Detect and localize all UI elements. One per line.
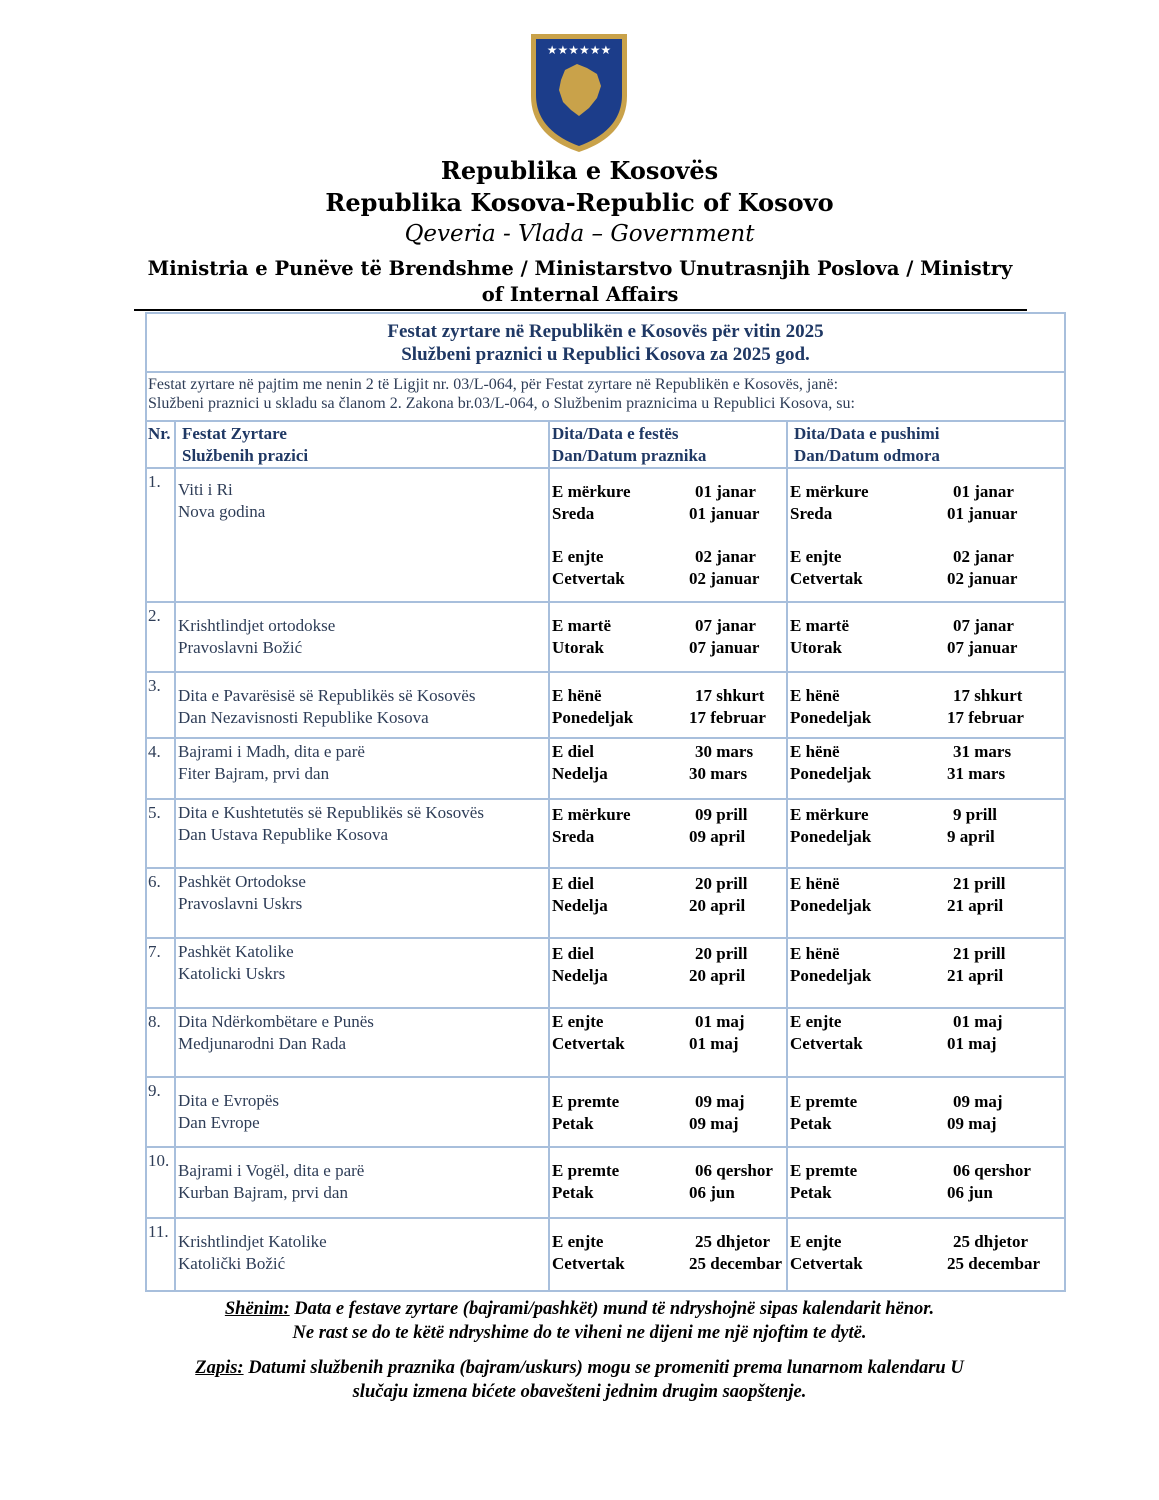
weekday-sq: E mërkure xyxy=(790,805,869,824)
header-government: Qeveria - Vlada – Government xyxy=(404,221,755,247)
weekday-sq: E mërkure xyxy=(790,482,869,501)
holiday-name-sq: Dita e Pavarësisë së Republikës së Kosovës xyxy=(178,686,476,705)
holiday-date-cell xyxy=(550,939,788,1007)
holiday-date-cell xyxy=(550,1009,788,1076)
date-sr: 01 januar xyxy=(689,504,760,523)
holiday-name xyxy=(176,1009,550,1076)
row-number: 8. xyxy=(147,1009,176,1076)
holiday-date-cell xyxy=(550,1148,788,1217)
header-republic-sr-en: Republika Kosova-Republic of Kosovo xyxy=(325,188,834,217)
date-sr: 25 decembar xyxy=(689,1254,783,1273)
date-sq: 9 prill xyxy=(953,805,997,824)
row-number: 11. xyxy=(147,1219,176,1290)
table-row xyxy=(147,867,1064,937)
weekday-sq: E hënë xyxy=(790,944,840,963)
holiday-name xyxy=(176,1078,550,1146)
header-fest-sq: Dita/Data e festës xyxy=(552,424,679,443)
date-sq: 31 mars xyxy=(953,742,1012,761)
date-sr: 09 maj xyxy=(947,1114,997,1133)
date-sr: 21 april xyxy=(947,966,1004,985)
holiday-name-sr: Fiter Bajram, prvi dan xyxy=(178,764,330,783)
date-sr: 07 januar xyxy=(947,638,1018,657)
header-ministry: Ministria e Punëve të Brendshme / Ministarstvo Unutrasnjih Poslova / Ministry of Internal Affairs xyxy=(147,257,1013,306)
table-row xyxy=(147,737,1064,798)
date-sq: 01 maj xyxy=(953,1012,1003,1031)
date-sq: 06 qershor xyxy=(953,1161,1031,1180)
header-holiday-date xyxy=(550,422,788,467)
weekday-sr: Ponedeljak xyxy=(790,896,872,915)
date-sr: 17 februar xyxy=(689,708,766,727)
date-sq: 20 prill xyxy=(695,874,748,893)
date-sr: 02 januar xyxy=(689,569,760,588)
date-sq: 17 shkurt xyxy=(695,686,765,705)
note-sq-label: Shënim: xyxy=(224,1299,290,1319)
holiday-name xyxy=(176,869,550,937)
holiday-name-sq: Dita e Kushtetutës së Republikës së Kosovës xyxy=(178,803,484,822)
table-intro-sr: Službeni praznici u skladu sa članom 2. Zakona br.03/L-064, o Službenim praznicima u Republici Kosova, su: xyxy=(148,395,855,412)
date-sr: 06 jun xyxy=(689,1183,735,1202)
table-body xyxy=(147,467,1064,1290)
note-sq xyxy=(0,1297,1159,1345)
weekday-sq: E diel xyxy=(552,742,595,761)
holiday-name xyxy=(176,800,550,867)
header-fest-sr: Dan/Datum praznika xyxy=(552,446,707,465)
rest-date-cell xyxy=(788,673,1064,737)
holiday-name-sq: Dita Ndërkombëtare e Punës xyxy=(178,1012,374,1031)
weekday-sq: E enjte xyxy=(790,1232,842,1251)
date-sq: 09 prill xyxy=(695,805,748,824)
kosovo-coat-of-arms xyxy=(527,30,631,154)
date-sr: 06 jun xyxy=(947,1183,993,1202)
holiday-name-sr: Dan Evrope xyxy=(178,1113,260,1132)
weekday-sr: Petak xyxy=(552,1114,594,1133)
weekday-sq: E premte xyxy=(790,1092,858,1111)
weekday-sq: E enjte xyxy=(552,1012,604,1031)
weekday-sr: Sreda xyxy=(552,504,595,523)
row-number: 10. xyxy=(147,1148,176,1217)
date-sq: 07 janar xyxy=(953,616,1014,635)
holiday-name-sr: Katolicki Uskrs xyxy=(178,964,286,983)
date-sq: 25 dhjetor xyxy=(953,1232,1029,1251)
weekday-sr: Petak xyxy=(552,1183,594,1202)
holiday-name xyxy=(176,1219,550,1290)
rest-date-cell xyxy=(788,869,1064,937)
date-sr: 01 maj xyxy=(947,1034,997,1053)
weekday-sr: Nedelja xyxy=(552,764,608,783)
date-sq: 09 maj xyxy=(695,1092,745,1111)
note-sr xyxy=(0,1356,1159,1404)
date-sr: 20 april xyxy=(689,896,746,915)
header-name-sr: Službenih prazici xyxy=(182,446,309,465)
weekday-sq: E mërkure xyxy=(552,482,631,501)
weekday-sr: Cetvertak xyxy=(552,1034,625,1053)
table-title xyxy=(147,314,1064,371)
weekday-sq: E premte xyxy=(552,1092,620,1111)
date-sq: 09 maj xyxy=(953,1092,1003,1111)
holiday-date-cell xyxy=(550,739,788,798)
date-sr: 01 maj xyxy=(689,1034,739,1053)
weekday-sr: Cetvertak xyxy=(790,569,863,588)
weekday-sr: Cetvertak xyxy=(552,569,625,588)
weekday-sq: E enjte xyxy=(552,1232,604,1251)
holiday-name-sq: Krishtlindjet Katolike xyxy=(178,1232,327,1251)
note-sr-text-1: Datumi službenih praznika (bajram/uskurs) mogu se promeniti prema lunarnom kalendaru U xyxy=(243,1358,964,1378)
holiday-name-sr: Dan Nezavisnosti Republike Kosova xyxy=(178,708,429,727)
table-row xyxy=(147,937,1064,1007)
rest-date-cell xyxy=(788,1078,1064,1146)
weekday-sq: E diel xyxy=(552,874,595,893)
header-name-sq: Festat Zyrtare xyxy=(182,424,287,443)
holiday-name-sq: Viti i Ri xyxy=(178,480,233,499)
table-row xyxy=(147,1217,1064,1290)
weekday-sr: Sreda xyxy=(790,504,833,523)
weekday-sr: Ponedeljak xyxy=(790,764,872,783)
holiday-name-sq: Bajrami i Vogël, dita e parë xyxy=(178,1161,365,1180)
header-republic-sq: Republika e Kosovës xyxy=(440,156,719,185)
rest-date-cell xyxy=(788,939,1064,1007)
holiday-name-sr: Nova godina xyxy=(178,502,266,521)
weekday-sr: Petak xyxy=(790,1183,832,1202)
weekday-sr: Sreda xyxy=(552,827,595,846)
table-row xyxy=(147,1007,1064,1076)
table-row xyxy=(147,1076,1064,1146)
holiday-name-sq: Krishtlindjet ortodokse xyxy=(178,616,336,635)
date-sq: 30 mars xyxy=(695,742,754,761)
header-nr: Nr. xyxy=(147,422,176,467)
date-sr: 31 mars xyxy=(947,764,1006,783)
row-number: 9. xyxy=(147,1078,176,1146)
holiday-name xyxy=(176,603,550,671)
table-title-sr: Službeni praznici u Republici Kosova za 2025 god. xyxy=(401,344,810,365)
weekday-sq: E hënë xyxy=(790,874,840,893)
weekday-sq: E martë xyxy=(790,616,850,635)
row-number: 5. xyxy=(147,800,176,867)
date-sr: 21 april xyxy=(947,896,1004,915)
rest-date-cell xyxy=(788,1009,1064,1076)
rest-date-cell xyxy=(788,1148,1064,1217)
weekday-sr: Nedelja xyxy=(552,966,608,985)
weekday-sq: E mërkure xyxy=(552,805,631,824)
weekday-sr: Nedelja xyxy=(552,896,608,915)
table-row xyxy=(147,671,1064,737)
table-row xyxy=(147,467,1064,601)
date-sq: 01 janar xyxy=(695,482,756,501)
holiday-date-cell xyxy=(550,1078,788,1146)
holiday-name-sr: Pravoslavni Uskrs xyxy=(178,894,303,913)
weekday-sr: Cetvertak xyxy=(552,1254,625,1273)
table-row xyxy=(147,798,1064,867)
holiday-name-sr: Medjunarodni Dan Rada xyxy=(178,1034,347,1053)
table-title-sq: Festat zyrtare në Republikën e Kosovës për vitin 2025 xyxy=(387,321,824,342)
holiday-date-cell xyxy=(550,603,788,671)
note-sr-label: Zapis: xyxy=(195,1358,244,1378)
header-rest-date xyxy=(788,422,1064,467)
header-divider xyxy=(134,309,1027,311)
weekday-sr: Utorak xyxy=(790,638,842,657)
holidays-table xyxy=(145,312,1066,1292)
date-sr: 09 maj xyxy=(689,1114,739,1133)
holiday-name-sq: Pashkët Katolike xyxy=(178,942,294,961)
rest-date-cell xyxy=(788,469,1064,601)
date-sr: 30 mars xyxy=(689,764,748,783)
rest-date-cell xyxy=(788,1219,1064,1290)
date-sq: 01 maj xyxy=(695,1012,745,1031)
holiday-name xyxy=(176,673,550,737)
holiday-date-cell xyxy=(550,673,788,737)
date-sr: 17 februar xyxy=(947,708,1024,727)
holiday-name xyxy=(176,739,550,798)
row-number: 2. xyxy=(147,603,176,671)
holiday-name-sq: Bajrami i Madh, dita e parë xyxy=(178,742,365,761)
date-sr: 25 decembar xyxy=(947,1254,1041,1273)
date-sr: 09 april xyxy=(689,827,746,846)
rest-date-cell xyxy=(788,800,1064,867)
row-number: 4. xyxy=(147,739,176,798)
date-sq: 25 dhjetor xyxy=(695,1232,771,1251)
weekday-sq: E enjte xyxy=(790,1012,842,1031)
date-sq: 17 shkurt xyxy=(953,686,1023,705)
rest-date-cell xyxy=(788,603,1064,671)
weekday-sq: E hënë xyxy=(552,686,602,705)
table-row xyxy=(147,601,1064,671)
holiday-date-cell xyxy=(550,800,788,867)
header-push-sq: Dita/Data e pushimi xyxy=(794,424,940,443)
table-intro xyxy=(147,371,1064,420)
weekday-sr: Ponedeljak xyxy=(552,708,634,727)
date-sr: 01 januar xyxy=(947,504,1018,523)
weekday-sq: E enjte xyxy=(790,547,842,566)
weekday-sr: Ponedeljak xyxy=(790,708,872,727)
date-sr: 02 januar xyxy=(947,569,1018,588)
header-name xyxy=(176,422,550,467)
date-sq: 21 prill xyxy=(953,944,1006,963)
weekday-sq: E premte xyxy=(790,1161,858,1180)
date-sq: 20 prill xyxy=(695,944,748,963)
weekday-sr: Petak xyxy=(790,1114,832,1133)
holiday-name xyxy=(176,469,550,601)
holiday-name-sq: Dita e Evropës xyxy=(178,1091,280,1110)
date-sq: 02 janar xyxy=(953,547,1014,566)
holiday-name xyxy=(176,939,550,1007)
table-header-row xyxy=(147,420,1064,467)
holiday-date-cell xyxy=(550,469,788,601)
weekday-sq: E hënë xyxy=(790,686,840,705)
row-number: 7. xyxy=(147,939,176,1007)
table-row xyxy=(147,1146,1064,1217)
weekday-sr: Cetvertak xyxy=(790,1034,863,1053)
weekday-sr: Utorak xyxy=(552,638,604,657)
holiday-name-sq: Pashkët Ortodokse xyxy=(178,872,306,891)
holiday-name-sr: Katolički Božić xyxy=(178,1254,286,1273)
date-sq: 02 janar xyxy=(695,547,756,566)
weekday-sr: Ponedeljak xyxy=(790,966,872,985)
weekday-sq: E premte xyxy=(552,1161,620,1180)
star-icons xyxy=(547,43,612,57)
date-sq: 21 prill xyxy=(953,874,1006,893)
weekday-sq: E hënë xyxy=(790,742,840,761)
date-sq: 06 qershor xyxy=(695,1161,773,1180)
holiday-date-cell xyxy=(550,1219,788,1290)
note-sq-text-1: Data e festave zyrtare (bajrami/pashkët) mund të ndryshojnë sipas kalendarit hënor. xyxy=(289,1299,935,1319)
rest-date-cell xyxy=(788,739,1064,798)
row-number: 6. xyxy=(147,869,176,937)
table-intro-sq: Festat zyrtare në pajtim me nenin 2 të Ligjit nr. 03/L-064, për Festat zyrtare në Republikën e Kosovës, janë: xyxy=(148,376,839,393)
holiday-name-sr: Dan Ustava Republike Kosova xyxy=(178,825,389,844)
weekday-sq: E enjte xyxy=(552,547,604,566)
row-number: 1. xyxy=(147,469,176,601)
header-push-sr: Dan/Datum odmora xyxy=(794,446,940,465)
weekday-sr: Cetvertak xyxy=(790,1254,863,1273)
row-number: 3. xyxy=(147,673,176,737)
svg-text:★★★★★★: ★★★★★★ xyxy=(546,43,612,57)
weekday-sr: Ponedeljak xyxy=(790,827,872,846)
date-sq: 07 janar xyxy=(695,616,756,635)
holiday-name-sr: Pravoslavni Božić xyxy=(178,638,303,657)
holiday-name-sr: Kurban Bajram, prvi dan xyxy=(178,1183,348,1202)
note-sr-text-2: slučaju izmena bićete obavešteni jednim drugim saopštenje. xyxy=(352,1382,807,1402)
weekday-sq: E martë xyxy=(552,616,612,635)
date-sr: 9 april xyxy=(947,827,995,846)
date-sr: 07 januar xyxy=(689,638,760,657)
date-sr: 20 april xyxy=(689,966,746,985)
weekday-sq: E diel xyxy=(552,944,595,963)
holiday-name xyxy=(176,1148,550,1217)
date-sq: 01 janar xyxy=(953,482,1014,501)
holiday-date-cell xyxy=(550,869,788,937)
note-sq-text-2: Ne rast se do te këtë ndryshime do te viheni ne dijeni me një njoftim te dytë. xyxy=(292,1323,867,1343)
